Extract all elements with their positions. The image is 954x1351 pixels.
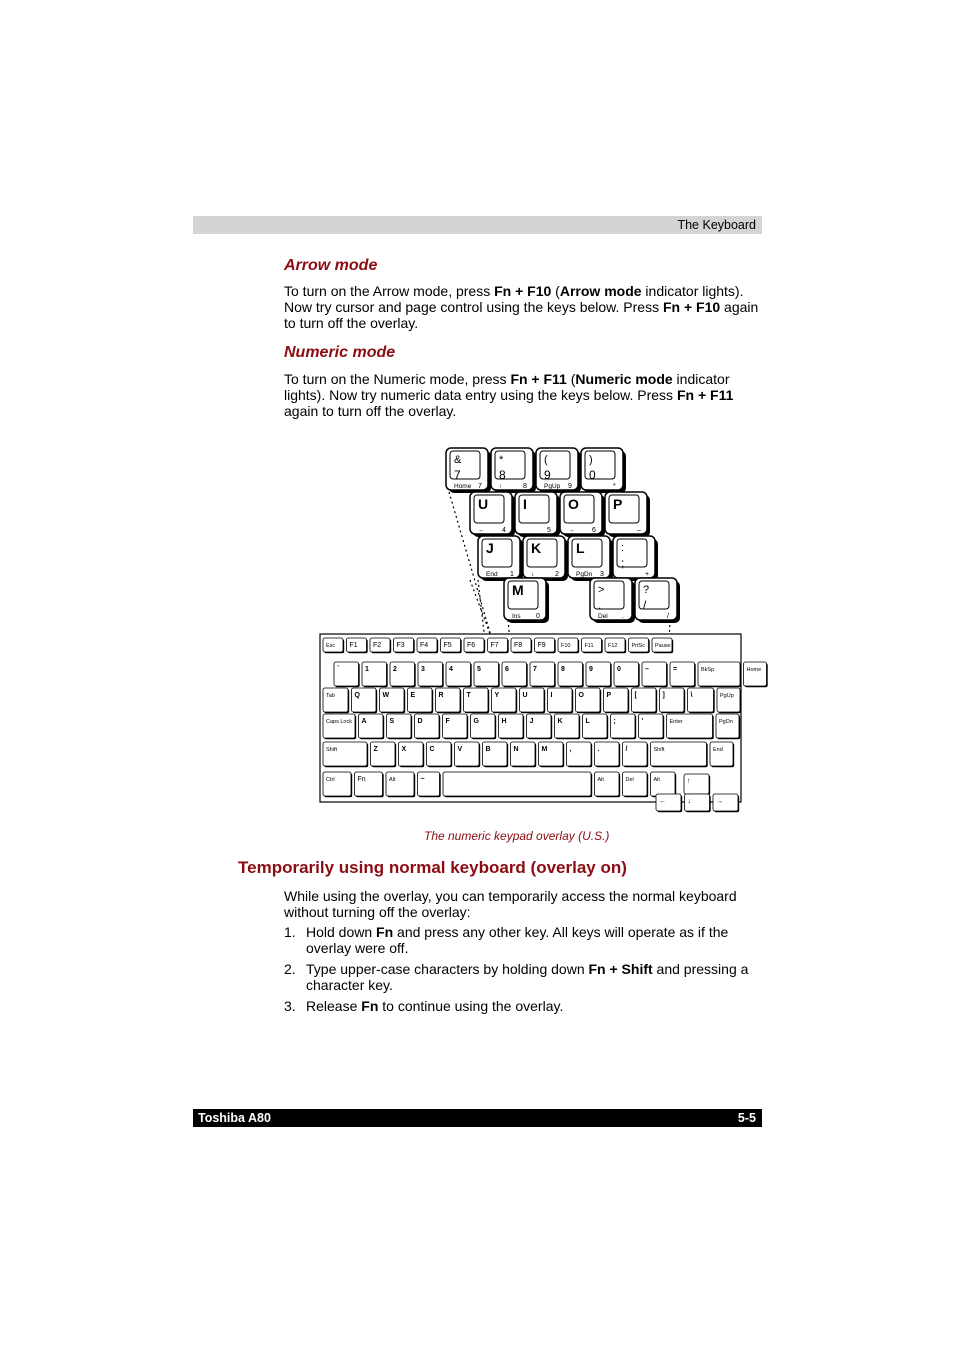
overlay-key-l (568, 536, 613, 581)
keyboard-key-label: O (578, 692, 584, 699)
keyboard-key-label: Shift (326, 747, 338, 753)
keyboard-key-label: → (716, 798, 723, 805)
key-overlay-value: 7 (478, 483, 482, 490)
keyboard-key-label: \ (690, 692, 693, 699)
keyboard-key-label: ] (662, 692, 665, 699)
a-row-key (359, 714, 385, 739)
key-overlay-legend: PgUp (544, 483, 561, 490)
keyboard-key-label: Shift (653, 747, 665, 753)
keyboard-key-label: C (429, 746, 435, 753)
fn-row-key (394, 638, 415, 653)
key-overlay-legend: Ins (512, 613, 521, 620)
keyboard-key-label: 7 (533, 666, 537, 673)
key-overlay-value: 1 (510, 571, 514, 578)
keyboard-key-label: 0 (617, 666, 621, 673)
keyboard-key-label: 8 (561, 666, 565, 673)
key-main-legend: 8 (499, 468, 506, 482)
arrow-bottom-key (685, 794, 711, 812)
keyboard-key-label: W (382, 692, 390, 699)
key-overlay-legend: PgDn (576, 571, 593, 578)
a-row-key (387, 714, 413, 739)
a-row-key (583, 714, 609, 739)
z-row-key (427, 742, 453, 767)
q-row-key (604, 688, 630, 713)
keyboard-key-label: F3 (396, 642, 405, 649)
key-overlay-legend: End (486, 571, 498, 578)
arrow-mode-heading: Arrow mode (284, 257, 378, 274)
keyboard-key-label: F11 (584, 643, 594, 649)
z-row-key (323, 742, 368, 767)
key-main-legend: L (576, 540, 585, 556)
keyboard-key-label: X (401, 746, 407, 753)
number-row-key (586, 662, 612, 687)
keyboard-key-label: E (410, 692, 416, 699)
fn-row-key (582, 638, 603, 653)
keyboard-key-label: F12 (608, 643, 618, 649)
q-row-key (464, 688, 490, 713)
a-row-key (716, 714, 740, 739)
numeric-mode-heading: Numeric mode (284, 344, 396, 361)
full-keyboard (320, 634, 768, 812)
key-overlay-value: – (637, 527, 641, 534)
figure-caption: The numeric keypad overlay (U.S.) (424, 829, 610, 843)
overlay-key-m (504, 578, 549, 623)
q-row-key (632, 688, 658, 713)
keyboard-key-label: F6 (467, 642, 476, 649)
keyboard-key-label: F7 (490, 642, 499, 649)
keyboard-key-label: Alt (653, 777, 660, 783)
q-row-key (576, 688, 602, 713)
z-row-key (371, 742, 397, 767)
enlarged-keys (446, 448, 680, 623)
keyboard-key-label: [ (634, 692, 637, 699)
a-row-key (471, 714, 497, 739)
a-row-key (443, 714, 469, 739)
fn-row-key (323, 638, 344, 653)
overlay-key-j (478, 536, 523, 581)
z-row-key (455, 742, 481, 767)
keyboard-key-label: – (645, 666, 649, 673)
keyboard-key-label: PrtSc (631, 643, 645, 649)
number-row-key (698, 662, 741, 687)
keyboard-key-label: ~ (420, 776, 425, 783)
z-row-key (710, 742, 734, 767)
keyboard-key-label: F (445, 718, 450, 725)
overlay-key-o (560, 492, 605, 537)
running-header (193, 216, 762, 234)
arrow-bottom-key (713, 794, 739, 812)
footer-page-number: 5-5 (737, 1111, 756, 1125)
header-section-title: The Keyboard (677, 218, 756, 232)
numeric-keypad-overlay-figure (0, 440, 954, 860)
number-row-key (362, 662, 388, 687)
z-row-key (539, 742, 565, 767)
keyboard-key-label: Z (373, 746, 378, 753)
number-row-key (474, 662, 500, 687)
keyboard-key-label: 5 (477, 666, 481, 673)
keyboard-key-label: Caps Lock (326, 719, 352, 725)
key-shift-legend: ( (544, 454, 548, 466)
keyboard-key-label: T (466, 692, 471, 699)
a-row-key (639, 714, 665, 739)
keyboard-key-label: B (485, 746, 491, 753)
q-row-key (492, 688, 518, 713)
z-row-key (483, 742, 509, 767)
key-main-legend: O (568, 496, 579, 512)
keyboard-key-label: End (713, 747, 723, 753)
keyboard-key-label: A (361, 718, 367, 725)
bottom-row-key (595, 772, 621, 797)
keyboard-key-label: PgDn (719, 719, 733, 725)
number-row-key (642, 662, 668, 687)
keyboard-key-label: Home (746, 667, 762, 673)
overlay-key-slash (635, 578, 680, 623)
bottom-row-key (443, 772, 592, 797)
key-overlay-legend: ↑ (499, 483, 503, 490)
q-row-key (520, 688, 546, 713)
number-row-key (558, 662, 584, 687)
keyboard-key-label: F9 (537, 642, 546, 649)
key-shift-legend: & (454, 454, 462, 466)
key-overlay-value: 4 (502, 527, 506, 534)
key-shift-legend: * (499, 454, 504, 466)
q-row-key (688, 688, 715, 713)
key-shift-legend: > (598, 584, 605, 596)
arrow-up-key (684, 774, 710, 795)
overlay-key-period (590, 578, 635, 623)
overlay-key-0 (581, 448, 626, 493)
key-main-legend: ; (621, 556, 625, 570)
keyboard-key-label: H (501, 718, 507, 725)
key-overlay-value: * (613, 483, 616, 490)
q-row-key (352, 688, 378, 713)
key-main-legend: P (613, 496, 623, 512)
key-shift-legend: ) (589, 454, 593, 466)
fn-row-key (488, 638, 509, 653)
keyboard-key-label: 9 (589, 666, 593, 673)
fn-row-key (535, 638, 556, 653)
overlay-key-7 (446, 448, 491, 493)
keyboard-key-label: F5 (443, 642, 452, 649)
key-overlay-legend: → (568, 527, 575, 534)
keyboard-key-label: K (557, 718, 563, 725)
number-row-key (614, 662, 640, 687)
keyboard-key-label: Pause (655, 643, 671, 649)
keyboard-key-label: D (417, 718, 423, 725)
key-main-legend: 7 (454, 468, 461, 482)
a-row-key (415, 714, 441, 739)
keyboard-key-label: 2 (393, 666, 397, 673)
footer-product: Toshiba A80 (198, 1111, 271, 1125)
numeric-mode-paragraph: To turn on the Numeric mode, press Fn + F11 (Numeric mode indicator lights). Now try numeric data entry using the keys below. Press Fn + F11 again to turn off the overlay. (284, 371, 734, 419)
overlay-key-semicolon (613, 536, 658, 581)
number-row-key (670, 662, 696, 687)
z-row-key (399, 742, 425, 767)
z-row-key (567, 742, 593, 767)
q-row-key (717, 688, 741, 713)
keyboard-key-label: V (457, 746, 463, 753)
key-main-legend: M (512, 582, 524, 598)
fn-row-key (605, 638, 626, 653)
key-overlay-value: 3 (600, 571, 604, 578)
number-row-key (390, 662, 416, 687)
overlay-intro: While using the overlay, you can temporarily access the normal keyboard without turning off the overlay: (284, 888, 737, 920)
keyboard-key-label: U (522, 692, 528, 699)
key-overlay-value: / (667, 613, 669, 620)
keyboard-key-label: F4 (420, 642, 429, 649)
keyboard-key-label: F8 (514, 642, 523, 649)
a-row-key (555, 714, 581, 739)
key-overlay-value: 5 (547, 527, 551, 534)
key-overlay-value: 0 (536, 613, 540, 620)
key-main-legend: 9 (544, 468, 551, 482)
keyboard-key-label: I (550, 692, 553, 699)
number-row-key (744, 662, 768, 687)
keyboard-key-label: 1 (365, 666, 369, 673)
fn-row-key (441, 638, 462, 653)
a-row-key (499, 714, 525, 739)
overlay-key-i (515, 492, 560, 537)
keyboard-key-label: R (438, 692, 444, 699)
key-overlay-value: 9 (568, 483, 572, 490)
keyboard-key-label: N (513, 746, 519, 753)
key-main-legend: J (486, 540, 494, 556)
q-row-key (380, 688, 406, 713)
keyboard-key-label: PgUp (720, 693, 734, 699)
key-overlay-value: + (645, 571, 650, 578)
keyboard-key-label: 6 (505, 666, 509, 673)
keyboard-key-label: Fn (357, 776, 366, 783)
z-row-key (623, 742, 649, 767)
a-row-key (527, 714, 553, 739)
arrow-mode-paragraph: To turn on the Arrow mode, press Fn + F10 (Arrow mode indicator lights). Now try cursor and page control using the keys below. Press Fn + F10 again to turn off the overlay. (284, 283, 759, 331)
keyboard-key-label: ` (337, 666, 340, 673)
keyboard-key-label: G (473, 718, 479, 725)
q-row-key (323, 688, 349, 713)
running-footer (193, 1109, 762, 1127)
bottom-row-key (418, 772, 441, 797)
keyboard-key-label: Ctrl (326, 777, 335, 783)
z-row-key (595, 742, 621, 767)
fn-row-key (347, 638, 368, 653)
fn-row-key (417, 638, 438, 653)
overlay-key-p (605, 492, 650, 537)
fn-row-key (370, 638, 391, 653)
a-row-key (667, 714, 714, 739)
a-row-key (323, 714, 356, 739)
keyboard-key-label: = (673, 666, 678, 673)
key-overlay-legend: Del (598, 613, 608, 620)
overlay-section-heading: Temporarily using normal keyboard (overlay on) (238, 858, 627, 877)
key-main-legend: K (531, 540, 542, 556)
number-row-key (502, 662, 528, 687)
keyboard-key-label: M (541, 746, 548, 753)
number-row-key (530, 662, 556, 687)
q-row-key (548, 688, 574, 713)
fn-row-key (558, 638, 579, 653)
keyboard-key-label: Tab (326, 693, 335, 699)
keyboard-key-label: Del (625, 777, 634, 783)
q-row-key (408, 688, 434, 713)
z-row-key (651, 742, 708, 767)
key-shift-legend: : (621, 542, 625, 554)
bottom-row-key (323, 772, 352, 797)
bottom-row-key (651, 772, 677, 797)
keyboard-key-label: L (585, 718, 590, 725)
bottom-row-key (623, 772, 649, 797)
keyboard-key-label: . (597, 746, 600, 753)
keyboard-key-label: ← (659, 798, 666, 805)
keyboard-key-label: S (389, 718, 395, 725)
number-row-key (334, 662, 360, 687)
keyboard-key-label: F2 (373, 642, 382, 649)
number-row-key (418, 662, 444, 687)
keyboard-key-label: F1 (349, 642, 358, 649)
overlay-key-u (470, 492, 515, 537)
key-overlay-legend: Home (454, 483, 472, 490)
overlay-key-9 (536, 448, 581, 493)
q-row-key (660, 688, 686, 713)
keyboard-key-label: BkSp (701, 667, 715, 673)
bottom-row-key (355, 772, 384, 797)
q-row-key (436, 688, 462, 713)
key-overlay-value: 6 (592, 527, 596, 534)
overlay-key-k (523, 536, 568, 581)
key-overlay-legend: ← (478, 527, 485, 534)
key-main-legend: I (523, 496, 527, 512)
keyboard-key-label: Q (354, 692, 360, 699)
keyboard-key-label: ↓ (687, 798, 691, 805)
key-main-legend: 0 (589, 468, 596, 482)
fn-row-key (629, 638, 650, 653)
keyboard-key-label: Alt (389, 777, 396, 783)
overlay-key-8 (491, 448, 536, 493)
a-row-key (611, 714, 637, 739)
key-main-legend: / (643, 598, 647, 612)
arrow-bottom-key (656, 794, 682, 812)
keyboard-key-label: ' (641, 718, 644, 725)
key-main-legend: U (478, 496, 489, 512)
key-shift-legend: ? (643, 584, 650, 596)
key-overlay-value: . (622, 613, 624, 620)
keyboard-key-label: , (569, 746, 572, 753)
keyboard-key-label: F10 (561, 643, 571, 649)
keyboard-key-label: ; (613, 718, 616, 725)
keyboard-key-label: 4 (449, 666, 453, 673)
bottom-row-key (386, 772, 415, 797)
keyboard-key-label: ↑ (687, 778, 691, 785)
keyboard-key-label: 3 (421, 666, 425, 673)
fn-row-key (511, 638, 532, 653)
fn-row-key (464, 638, 485, 653)
key-main-legend: . (598, 598, 602, 612)
key-overlay-value: 8 (523, 483, 527, 490)
keyboard-key-label: P (606, 692, 612, 699)
keyboard-key-label: Alt (597, 777, 604, 783)
z-row-key (511, 742, 537, 767)
key-overlay-value: 2 (555, 571, 559, 578)
keyboard-key-label: J (529, 718, 534, 725)
keyboard-key-label: / (625, 746, 628, 753)
keyboard-key-label: Enter (669, 719, 683, 725)
keyboard-key-label: Esc (326, 643, 336, 649)
fn-row-key (652, 638, 673, 653)
keyboard-key-label: Y (494, 692, 500, 699)
key-overlay-legend: ↓ (531, 571, 535, 578)
number-row-key (446, 662, 472, 687)
